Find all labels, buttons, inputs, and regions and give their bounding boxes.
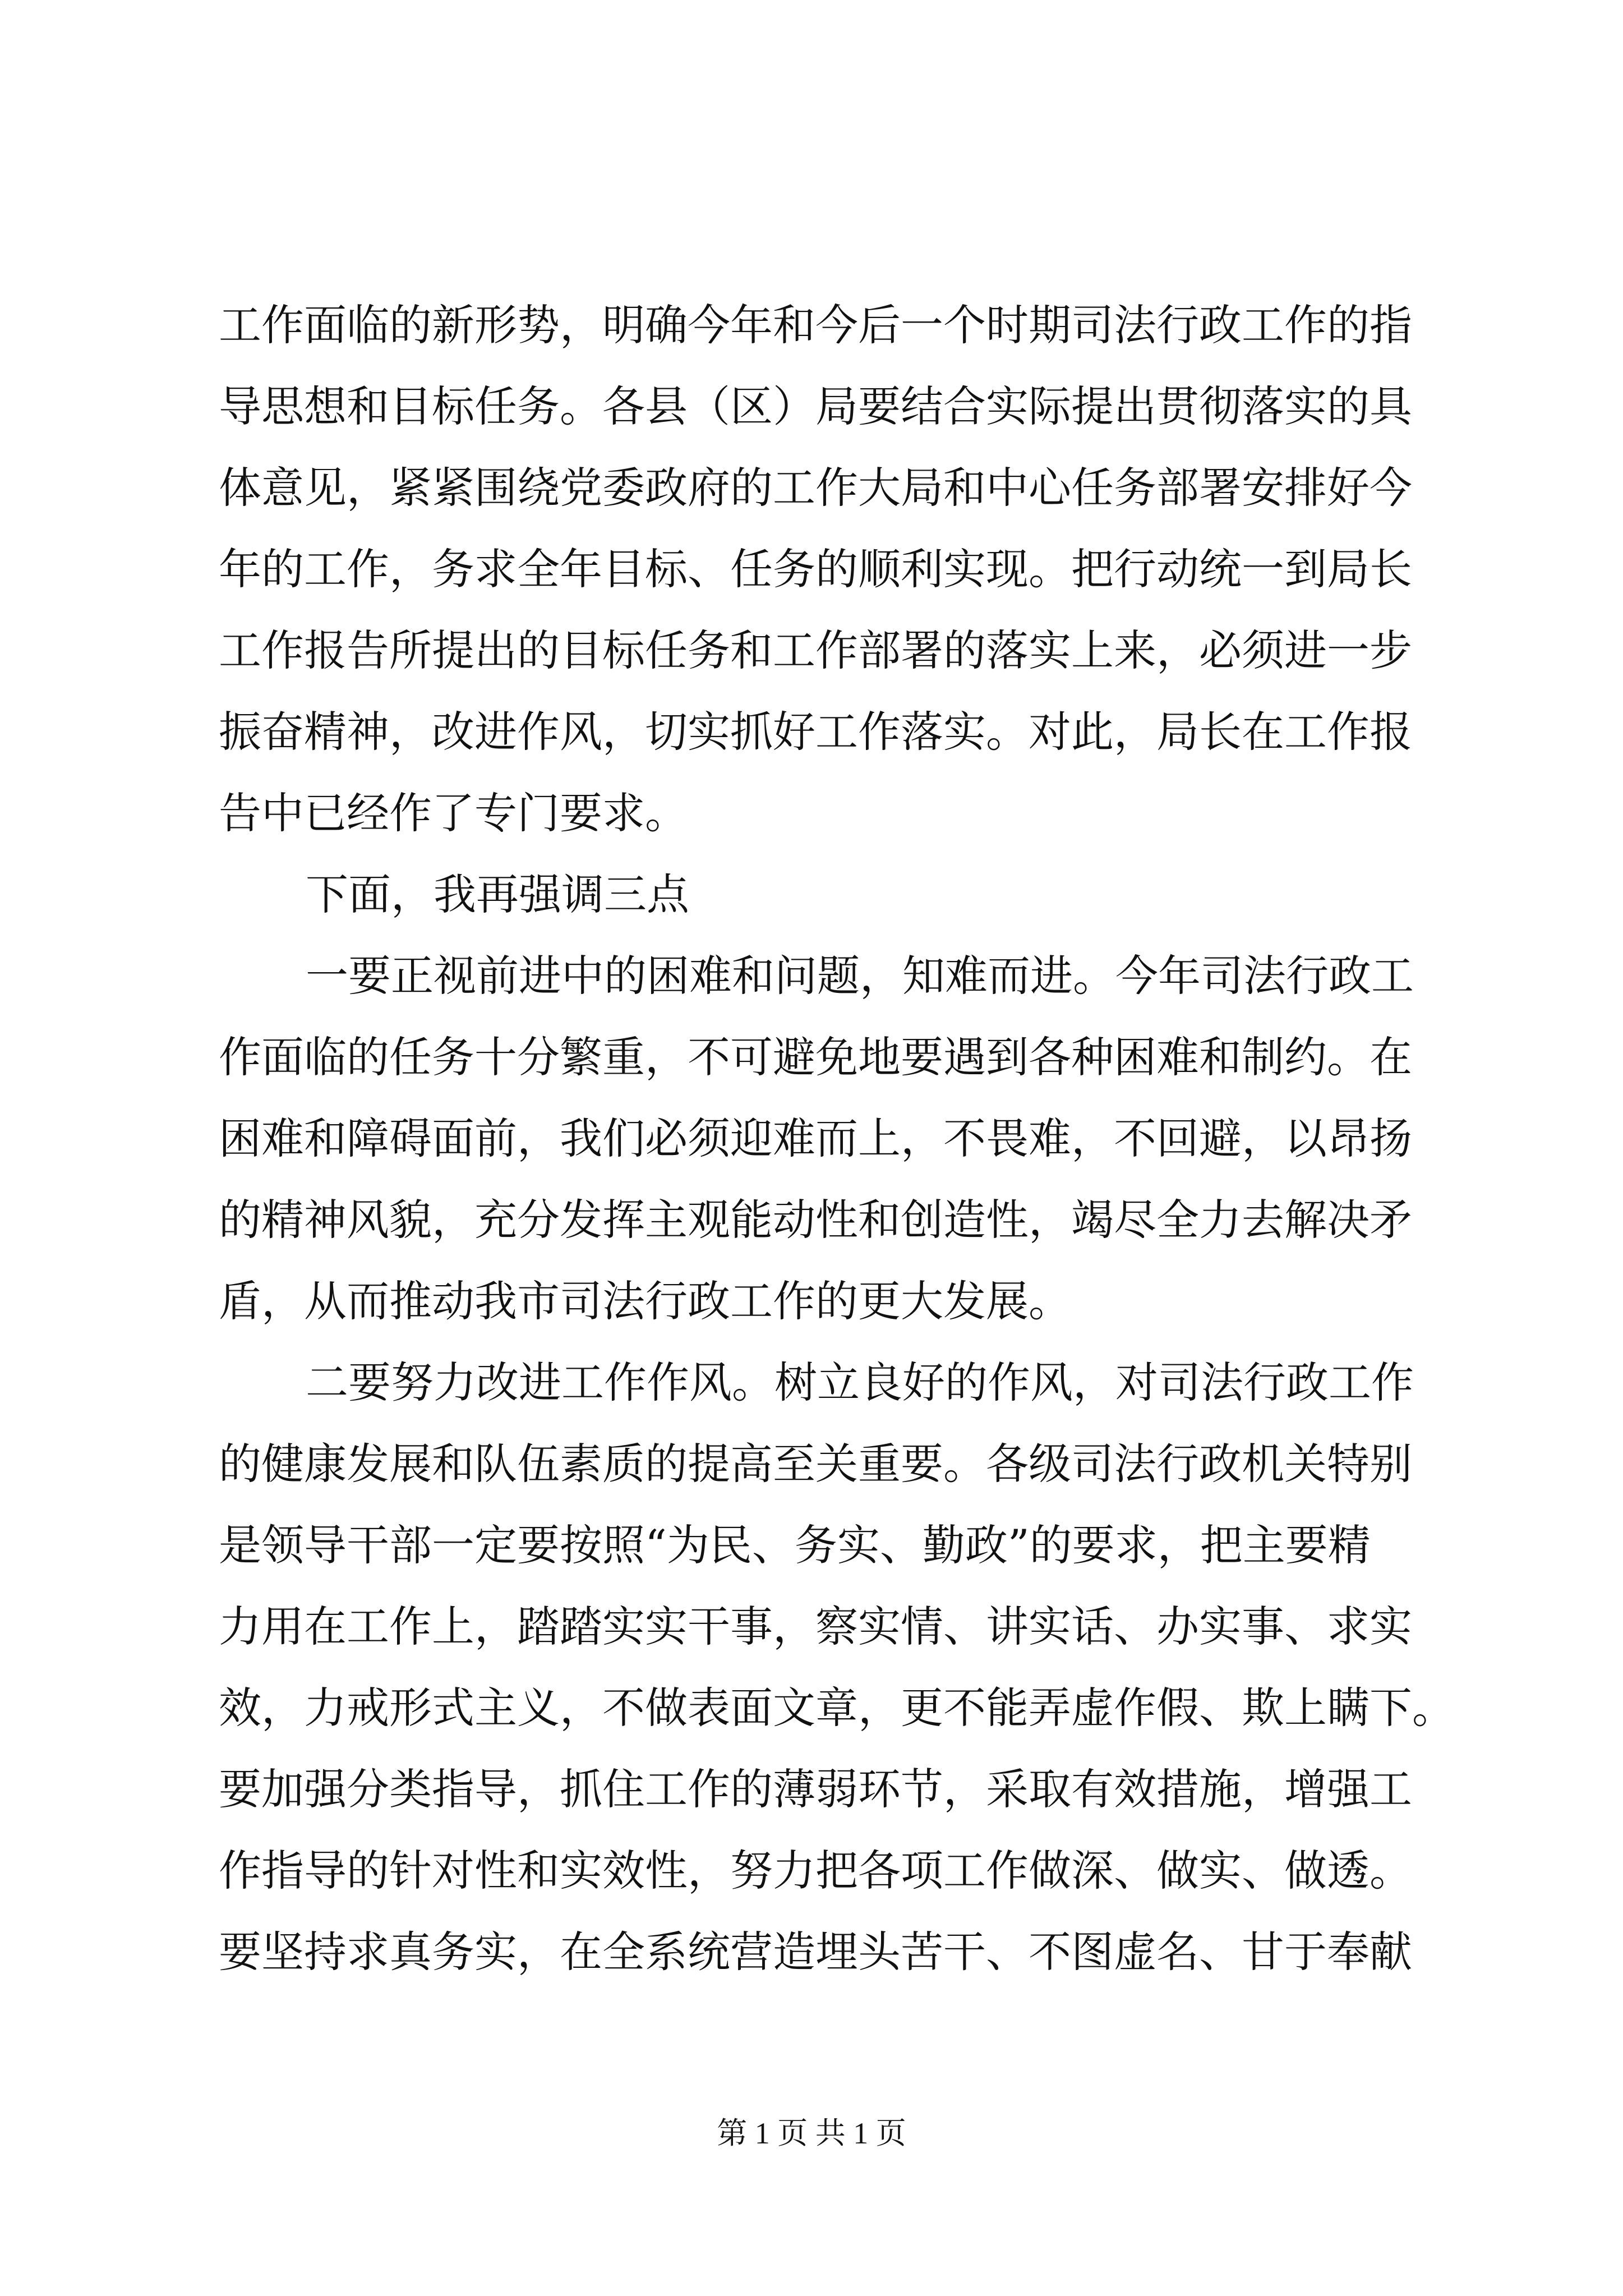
- text-line: 振奋精神，改进作风，切实抓好工作落实。对此，局长在工作报: [219, 707, 1412, 757]
- text-line: 作面临的任务十分繁重，不可避免地要遇到各种困难和制约。在: [219, 1032, 1412, 1082]
- text-line: 困难和障碍面前，我们必须迎难而上，不畏难，不回避，以昂扬: [219, 1114, 1412, 1163]
- text-line: 工作报告所提出的目标任务和工作部署的落实上来，必须进一步: [219, 625, 1412, 675]
- text-line: 要加强分类指导，抓住工作的薄弱环节，采取有效措施，增强工: [219, 1764, 1412, 1814]
- text-line: 一要正视前进中的困难和问题，知难而进。今年司法行政工: [306, 951, 1414, 1001]
- text-line: 体意见，紧紧围绕党委政府的工作大局和中心任务部署安排好今: [219, 463, 1412, 513]
- text-line: 是领导干部一定要按照“为民、务实、勤政”的要求，把主要精: [219, 1520, 1371, 1570]
- text-line: 告中已经作了专门要求。: [219, 788, 688, 838]
- body-text: [219, 297, 1455, 2005]
- text-line: 力用在工作上，踏踏实实干事，察实情、讲实话、办实事、求实: [219, 1602, 1412, 1651]
- text-line: 下面，我再强调三点: [306, 869, 689, 919]
- text-line: 效，力戒形式主义，不做表面文章，更不能弄虚作假、欺上瞒下。: [219, 1683, 1455, 1733]
- text-line: 工作面临的新形势，明确今年和今后一个时期司法行政工作的指: [219, 300, 1412, 350]
- page-footer: 第 1 页 共 1 页: [717, 2116, 906, 2150]
- text-line: 的健康发展和队伍素质的提高至关重要。各级司法行政机关特别: [219, 1439, 1412, 1489]
- text-line: 作指导的针对性和实效性，努力把各项工作做深、做实、做透。: [219, 1846, 1412, 1895]
- text-line: 盾，从而推动我市司法行政工作的更大发展。: [219, 1276, 1071, 1326]
- text-line: 要坚持求真务实，在全系统营造埋头苦干、不图虚名、甘于奉献: [219, 1927, 1412, 1977]
- text-line: 导思想和目标任务。各县（区）局要结合实际提出贯彻落实的具: [219, 381, 1412, 431]
- text-line: 的精神风貌，充分发挥主观能动性和创造性，竭尽全力去解决矛: [219, 1195, 1412, 1245]
- text-line: 年的工作，务求全年目标、任务的顺利实现。把行动统一到局长: [219, 544, 1412, 594]
- text-line: 二要努力改进工作作风。树立良好的作风，对司法行政工作: [306, 1358, 1414, 1407]
